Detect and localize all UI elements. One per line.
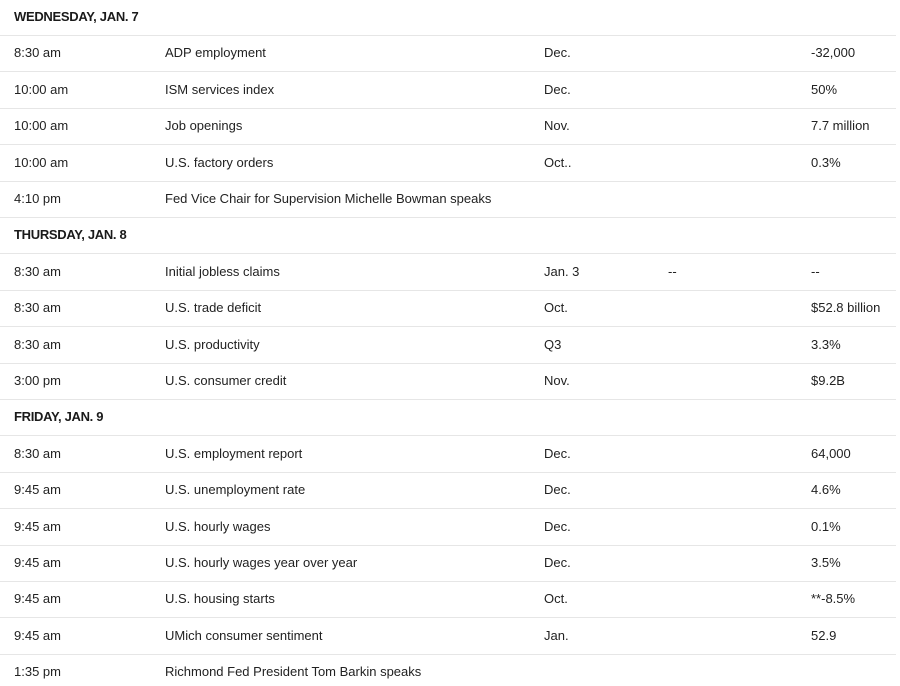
event-time: 3:00 pm bbox=[14, 373, 61, 388]
table-row bbox=[0, 436, 896, 473]
event-name: U.S. hourly wages year over year bbox=[165, 555, 358, 570]
report-period: Dec. bbox=[544, 45, 571, 61]
event-name: Fed Vice Chair for Supervision Michelle Bowman speaks bbox=[165, 191, 492, 206]
day-header bbox=[0, 217, 896, 254]
event-name: U.S. trade deficit bbox=[165, 300, 262, 316]
report-period: Oct. bbox=[544, 591, 568, 607]
day-header-label: FRIDAY, JAN. 9 bbox=[14, 409, 104, 425]
table-row bbox=[0, 327, 896, 364]
previous-value: $52.8 billion bbox=[811, 300, 881, 316]
previous-value: 50% bbox=[811, 81, 838, 97]
previous-value: 64,000 bbox=[811, 445, 851, 461]
table-row bbox=[0, 35, 896, 72]
table-row bbox=[0, 363, 896, 400]
report-period: Oct.. bbox=[544, 154, 572, 170]
event-name: U.S. productivity bbox=[165, 336, 260, 352]
event-name: ADP employment bbox=[165, 45, 266, 61]
event-name: U.S. hourly wages bbox=[165, 518, 271, 534]
event-name: Job openings bbox=[165, 118, 243, 134]
table-row bbox=[0, 618, 896, 655]
report-period: Oct. bbox=[544, 300, 568, 316]
event-time: 10:00 am bbox=[14, 81, 69, 97]
previous-value: 52.9 bbox=[811, 627, 837, 643]
previous-value: 4.6% bbox=[811, 482, 841, 498]
previous-value: 0.1% bbox=[811, 518, 841, 534]
event-name: Richmond Fed President Tom Barkin speaks bbox=[165, 664, 422, 680]
previous-value: $9.2B bbox=[811, 373, 845, 388]
event-time: 10:00 am bbox=[14, 154, 69, 170]
table-row bbox=[0, 472, 896, 509]
event-time: 9:45 am bbox=[14, 518, 61, 534]
table-row bbox=[0, 290, 896, 327]
day-header-label: WEDNESDAY, JAN. 7 bbox=[14, 9, 139, 24]
previous-value: -32,000 bbox=[811, 45, 856, 61]
event-name: U.S. employment report bbox=[165, 445, 303, 461]
table-row bbox=[0, 108, 896, 145]
previous-value: **-8.5% bbox=[811, 591, 856, 607]
forecast-value: -- bbox=[668, 263, 677, 279]
event-time: 8:30 am bbox=[14, 263, 61, 279]
report-period: Dec. bbox=[544, 518, 571, 534]
table-row bbox=[0, 545, 896, 582]
report-period: Dec. bbox=[544, 555, 571, 570]
previous-value: -- bbox=[811, 263, 820, 279]
table-row bbox=[0, 145, 896, 182]
event-time: 8:30 am bbox=[14, 45, 61, 61]
event-name: Initial jobless claims bbox=[165, 263, 280, 279]
previous-value: 0.3% bbox=[811, 154, 841, 170]
table-row bbox=[0, 654, 896, 686]
report-period: Dec. bbox=[544, 81, 571, 97]
report-period: Dec. bbox=[544, 445, 571, 461]
table-row bbox=[0, 72, 896, 109]
event-name: U.S. consumer credit bbox=[165, 373, 287, 388]
event-name: U.S. unemployment rate bbox=[165, 482, 306, 498]
event-name: UMich consumer sentiment bbox=[165, 627, 323, 643]
event-time: 9:45 am bbox=[14, 555, 61, 570]
table-row bbox=[0, 581, 896, 618]
previous-value: 7.7 million bbox=[811, 118, 870, 134]
event-time: 9:45 am bbox=[14, 482, 61, 498]
day-header bbox=[0, 399, 896, 436]
event-time: 4:10 pm bbox=[14, 191, 61, 206]
previous-value: 3.5% bbox=[811, 555, 841, 570]
report-period: Nov. bbox=[544, 373, 570, 388]
event-time: 1:35 pm bbox=[14, 664, 61, 680]
event-time: 8:30 am bbox=[14, 300, 61, 316]
event-time: 9:45 am bbox=[14, 591, 61, 607]
event-name: U.S. factory orders bbox=[165, 154, 274, 170]
event-name: ISM services index bbox=[165, 81, 275, 97]
table-row bbox=[0, 254, 896, 291]
event-name: U.S. housing starts bbox=[165, 591, 275, 607]
event-time: 10:00 am bbox=[14, 118, 69, 134]
previous-value: 3.3% bbox=[811, 336, 841, 352]
day-header bbox=[0, 0, 896, 36]
day-header-label: THURSDAY, JAN. 8 bbox=[14, 227, 127, 243]
table-row bbox=[0, 181, 896, 218]
report-period: Jan. bbox=[544, 627, 569, 643]
event-time: 8:30 am bbox=[14, 336, 61, 352]
report-period: Q3 bbox=[544, 336, 562, 352]
event-time: 9:45 am bbox=[14, 627, 61, 643]
table-row bbox=[0, 509, 896, 546]
report-period: Nov. bbox=[544, 118, 570, 134]
report-period: Dec. bbox=[544, 482, 571, 498]
report-period: Jan. 3 bbox=[544, 263, 580, 279]
event-time: 8:30 am bbox=[14, 445, 61, 461]
